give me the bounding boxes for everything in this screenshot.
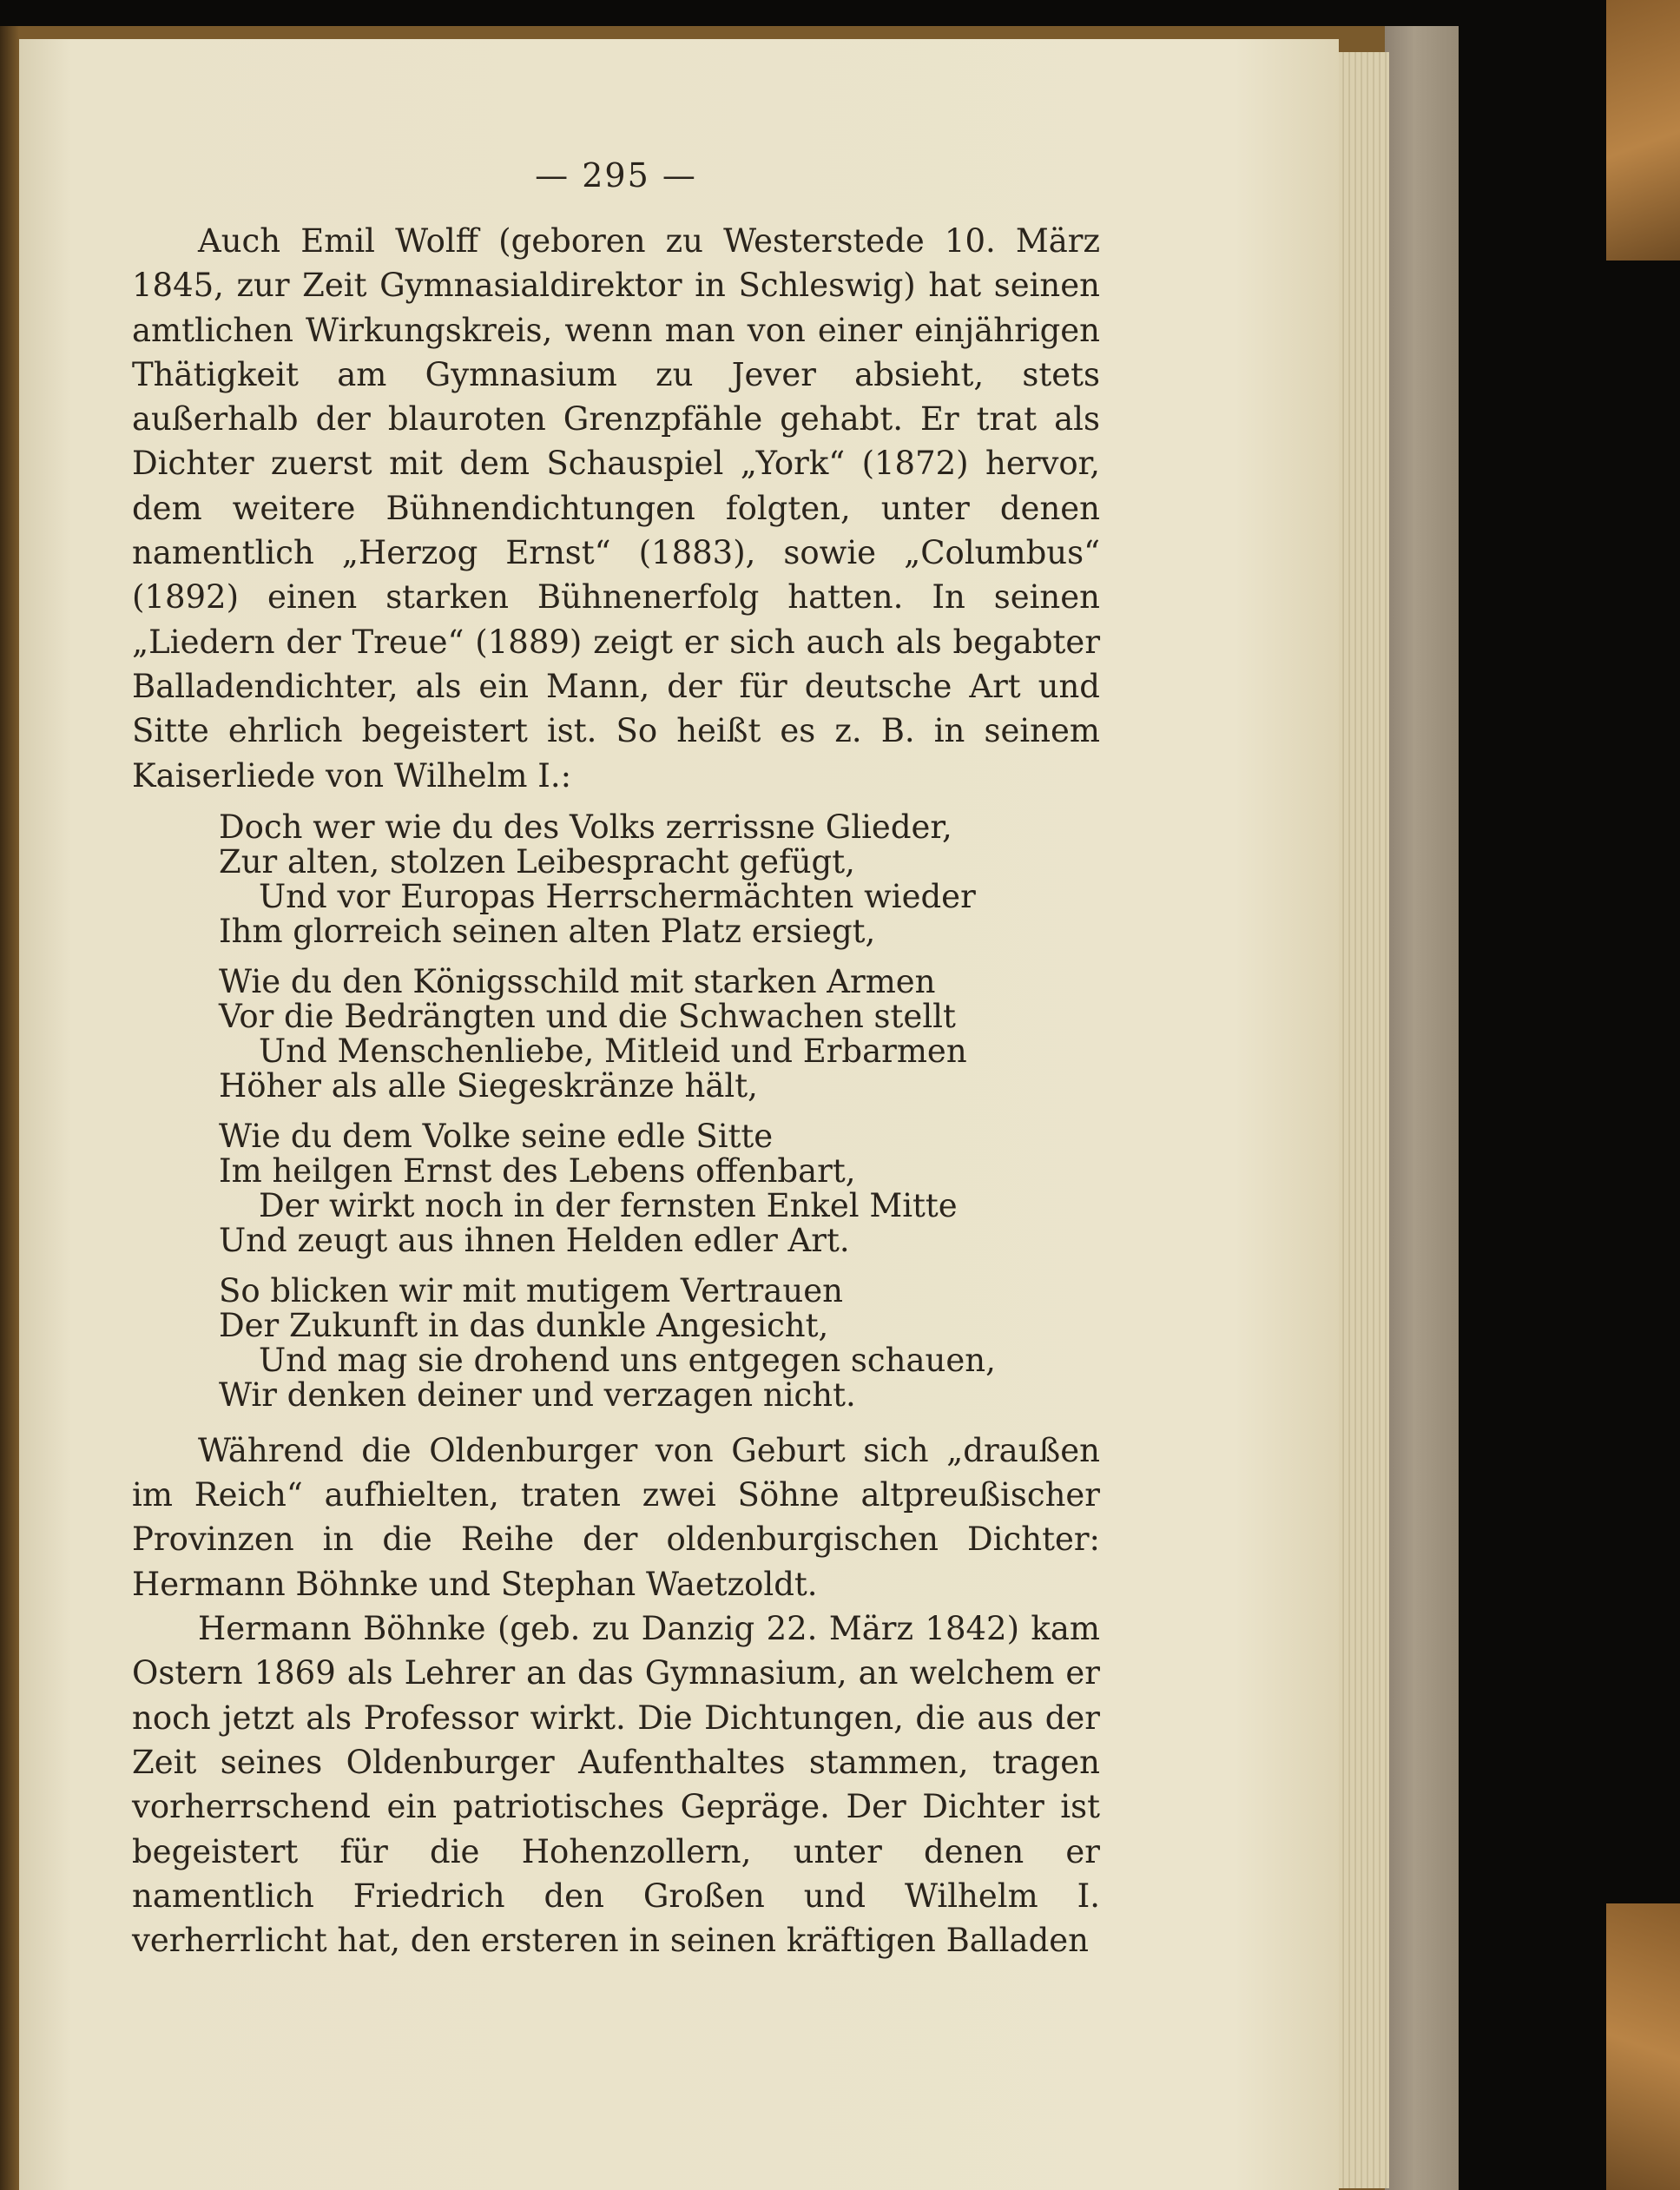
verse-line: Und zeugt aus ihnen Helden edler Art.	[219, 1221, 850, 1259]
paragraph: Während die Oldenburger von Geburt sich „draußen im Reich“ aufhielten, traten zwei Söhne altpreußischer Provinzen in die Reihe der oldenburgischen Dichter: Hermann Böhnke und Stephan Waetzoldt.	[132, 1431, 1100, 1603]
page-number: — 295 —	[535, 156, 697, 195]
verse-line: Wir denken deiner und verzagen nicht.	[219, 1375, 856, 1414]
verse-line: Und Menschenliebe, Mitleid und Erbarmen	[259, 1032, 967, 1070]
verse-line: Vor die Bedrängten und die Schwachen stellt	[219, 997, 956, 1035]
stanza	[219, 962, 1100, 1105]
stanza	[219, 1119, 1100, 1258]
verse-line: Der Zukunft in das dunkle Angesicht,	[219, 1306, 829, 1344]
verse-line: So blicken wir mit mutigem Vertrauen	[219, 1271, 843, 1309]
cover-corner-top	[1606, 0, 1680, 261]
verse-line: Im heilgen Ernst des Lebens offenbart,	[219, 1151, 856, 1190]
book-spine	[0, 26, 19, 2190]
paragraph: Hermann Böhnke (geb. zu Danzig 22. März 1842) kam Ostern 1869 als Lehrer an das Gymnasium, an welchem er noch jetzt als Professor wirkt. Die Dichtungen, die aus der Zeit seines Oldenburger Aufenthaltes stammen, tragen vorherrschend ein patriotisches Gepräge. Der Dichter ist begeistert für die Hohenzollern, unter denen er namentlich Friedrich den Großen und Wilhelm I. verherrlicht hat, den ersteren in seinen kräftigen Balladen	[132, 1610, 1100, 1960]
cover-corner-bottom	[1606, 1903, 1680, 2190]
verse-line: Der wirkt noch in der fernsten Enkel Mitte	[259, 1186, 958, 1224]
page-text-block	[132, 156, 1100, 1962]
verse-line: Wie du dem Volke seine edle Sitte	[219, 1117, 774, 1155]
verse-line: Doch wer wie du des Volks zerrissne Glieder,	[219, 808, 952, 846]
verse-line: Höher als alle Siegeskränze hält,	[219, 1066, 758, 1105]
verse-line: Ihm glorreich seinen alten Platz ersiegt,	[219, 912, 876, 950]
paragraph: Auch Emil Wolff (geboren zu Westerstede 10. März 1845, zur Zeit Gymnasialdirektor in Schleswig) hat seinen amtlichen Wirkungskreis, wenn man von einer einjährigen Thätigkeit am Gymnasium zu Jever absieht, stets außerhalb der blauroten Grenzpfähle gehabt. Er trat als Dichter zuerst mit dem Schauspiel „York“ (1872) hervor, dem weitere Bühnendichtungen folgten, unter denen namentlich „Herzog Ernst“ (1883), sowie „Columbus“ (1892) einen starken Bühnenerfolg hatten. In seinen „Liedern der Treue“ (1889) zeigt er sich auch als begabter Balladendichter, als ein Mann, der für deutsche Art und Sitte ehrlich begeistert ist. So heißt es z. B. in seinem Kaiserliede von Wilhelm I.:	[132, 222, 1100, 795]
stanza	[219, 810, 1100, 949]
poem	[219, 810, 1100, 1413]
verse-line: Zur alten, stolzen Leibespracht gefügt,	[219, 842, 855, 881]
verse-line: Wie du den Königsschild mit starken Armen	[219, 962, 936, 1000]
verse-line: Und vor Europas Herrschermächten wieder	[259, 877, 976, 915]
stanza	[219, 1271, 1100, 1414]
verse-line: Und mag sie drohend uns entgegen schauen,	[259, 1341, 996, 1379]
